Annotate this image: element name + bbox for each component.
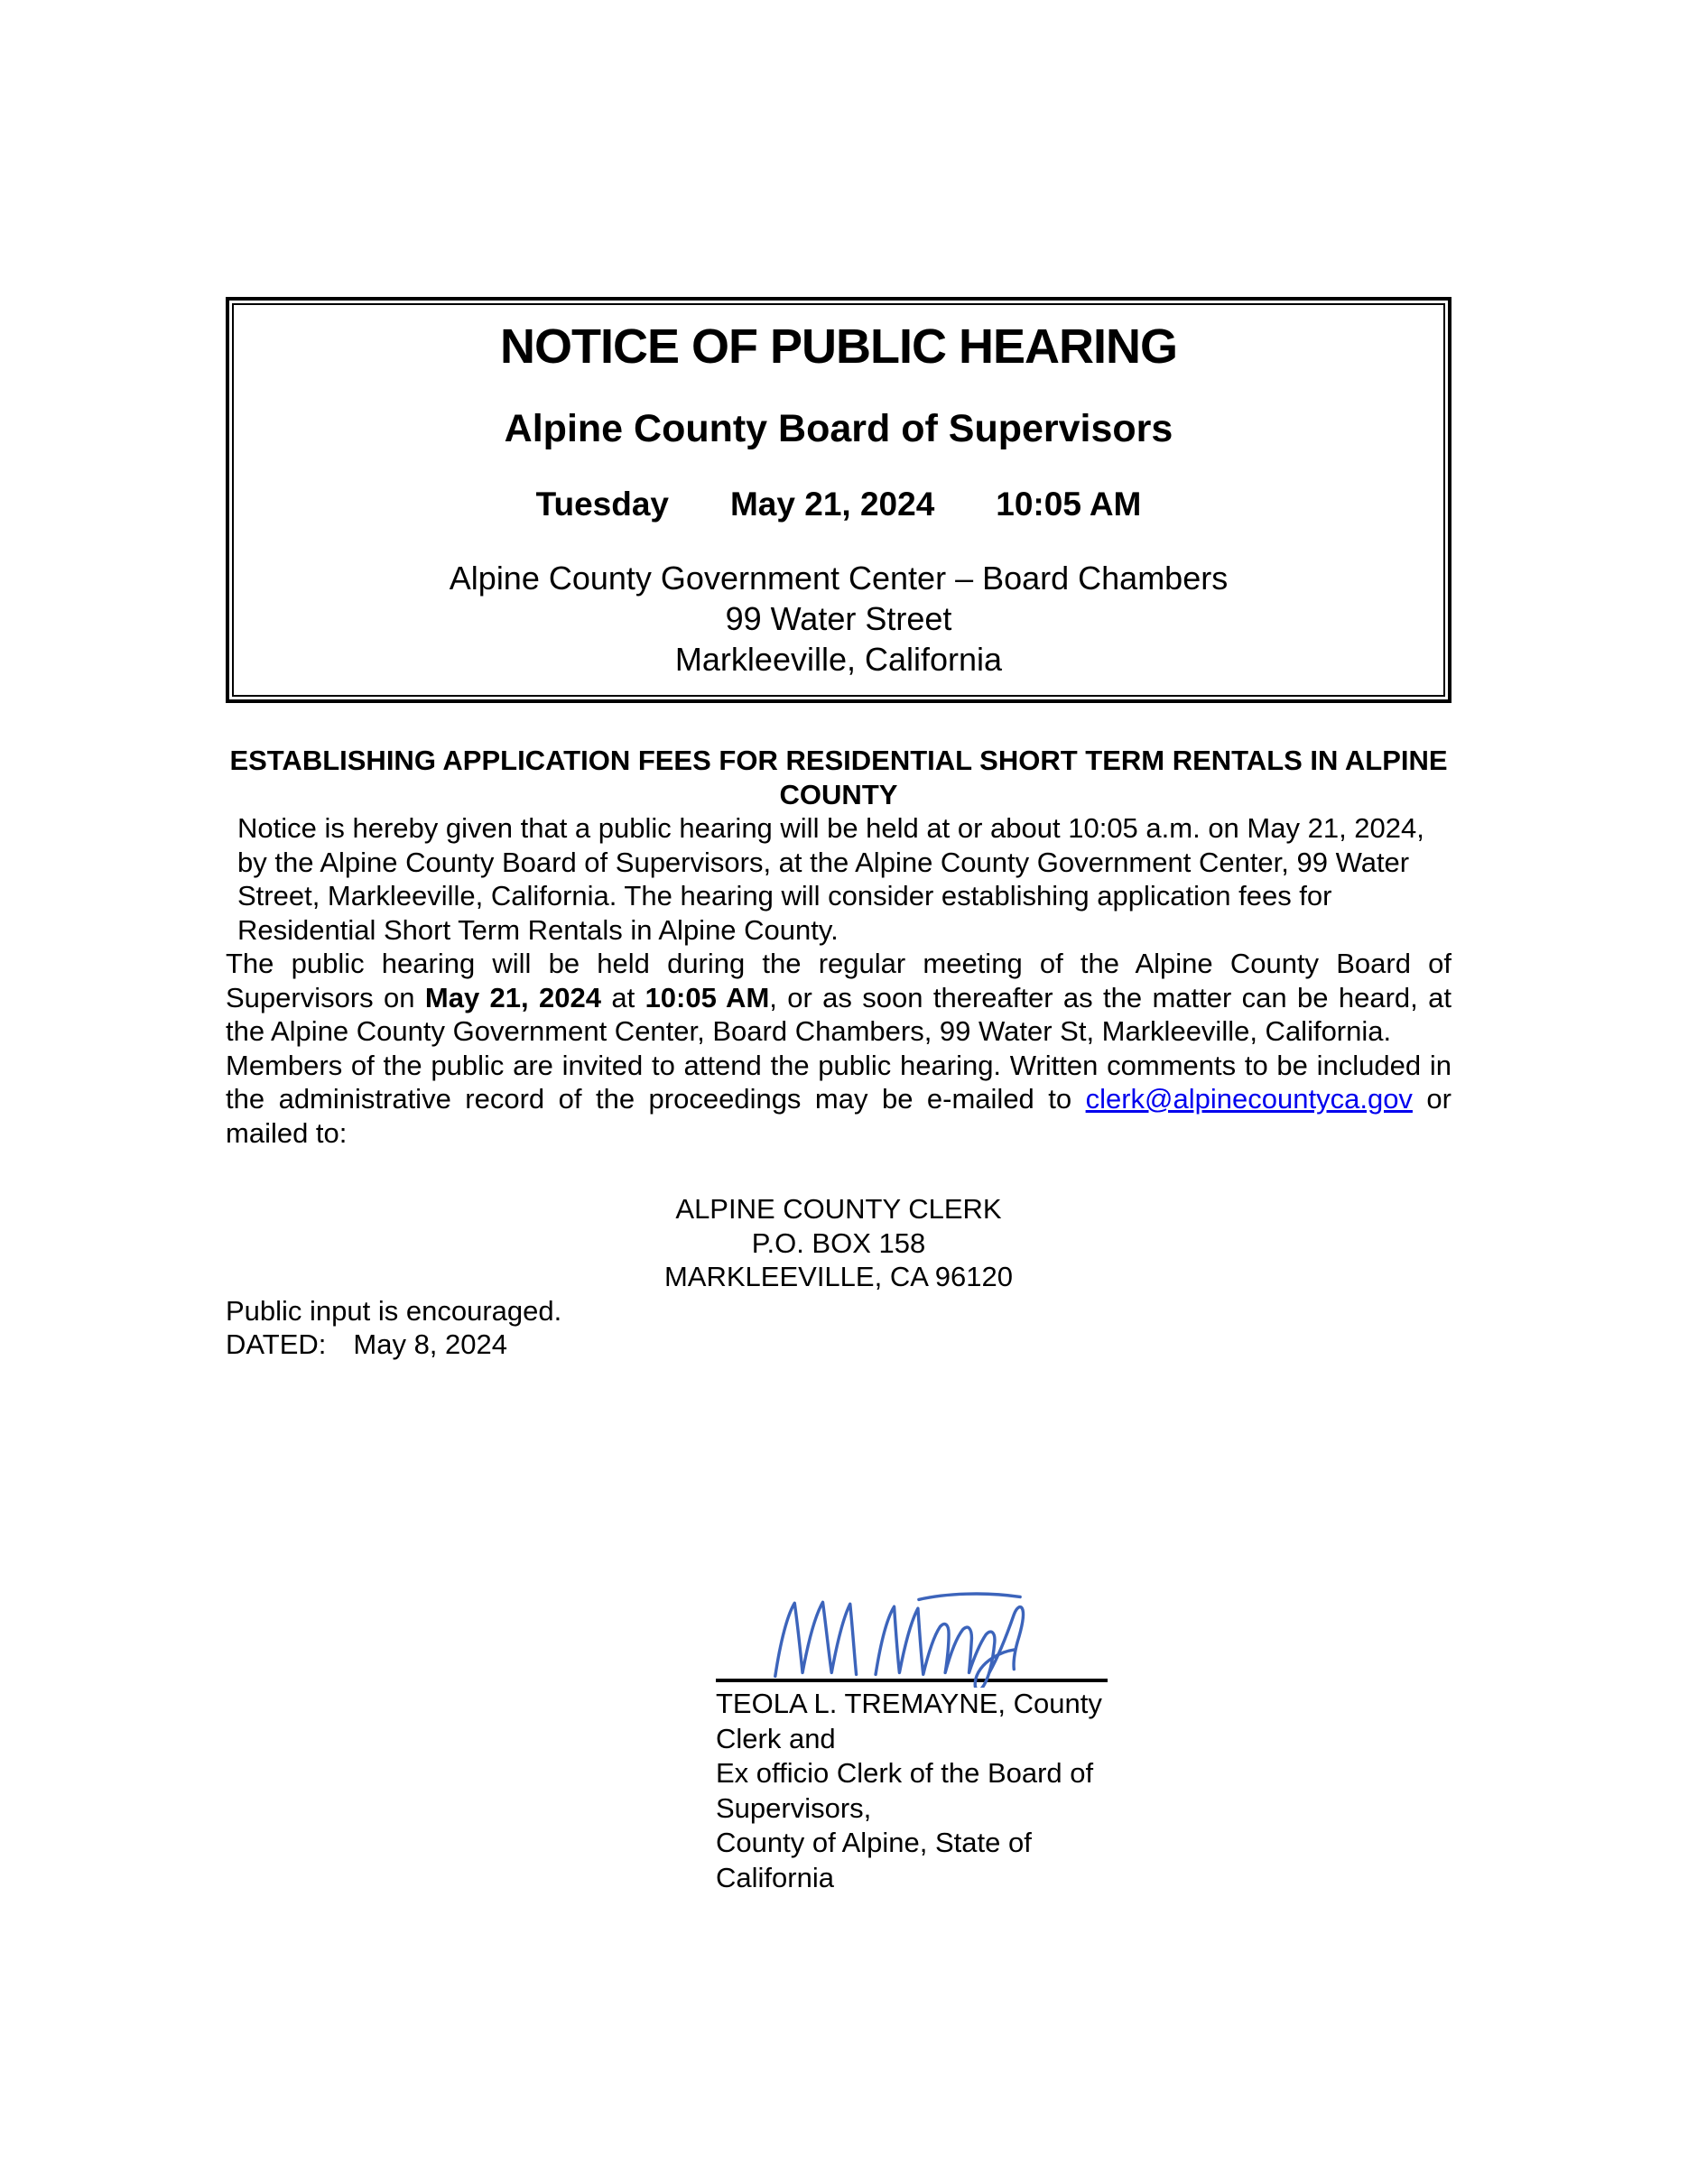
signature-top-stroke: [919, 1594, 1020, 1599]
paragraph-hearing-details: [226, 947, 1451, 1049]
handwritten-signature-image: [761, 1578, 1068, 1688]
signature-stroke: [775, 1602, 857, 1676]
notice-header-box-inner: [232, 303, 1445, 697]
location-line: Alpine County Government Center – Board Chambers: [449, 560, 1229, 597]
signature-block: [716, 1578, 1113, 1895]
mailing-address-line: ALPINE COUNTY CLERK: [675, 1193, 1002, 1225]
dated-label: DATED:: [226, 1328, 327, 1360]
signatory-title-line: Ex officio Clerk of the Board of Supervisors,: [716, 1757, 1094, 1824]
signature-line: [716, 1679, 1108, 1682]
mailing-address-line: P.O. BOX 158: [751, 1226, 926, 1259]
signature-stroke: [876, 1606, 1014, 1688]
notice-header-box: [226, 297, 1451, 703]
board-subtitle: Alpine County Board of Supervisors: [504, 407, 1173, 450]
public-input-note: Public input is encouraged.: [226, 1294, 562, 1327]
signatory-jurisdiction-line: County of Alpine, State of California: [716, 1827, 1032, 1893]
hearing-date: May 21, 2024: [729, 486, 935, 523]
mailing-address-line: MARKLEEVILLE, CA 96120: [663, 1261, 1013, 1292]
email-link[interactable]: clerk@alpinecountyca.gov: [1085, 1083, 1413, 1115]
location-line: 99 Water Street: [725, 600, 952, 637]
dated-line: [226, 1328, 1451, 1362]
dated-value: May 8, 2024: [353, 1328, 507, 1360]
subject-heading: ESTABLISHING APPLICATION FEES FOR RESIDENTIAL SHORT TERM RENTALS IN ALPINE COUNTY: [229, 745, 1448, 810]
page-title: NOTICE OF PUBLIC HEARING: [499, 319, 1177, 374]
mailing-address: [226, 1192, 1451, 1294]
hearing-location: [241, 558, 1436, 680]
hearing-text-segment: , or as soon thereafter as the matter can be heard, at the Alpine County Government Center, Board Chambers, 99 Water St, Markleeville, California.: [226, 981, 1451, 1047]
location-line: Markleeville, California: [674, 641, 1003, 678]
paragraph-written-comments: [226, 1049, 1451, 1151]
paragraph-notice: Notice is hereby given that a public hearing will be held at or about 10:05 a.m. on May 21, 2024, by the Alpine County Board of Supervisors, at the Alpine County Government Center, 99 Water Street, Markleeville, California. The hearing will consider establishing application fees for Residential Short Term Rentals in Alpine County.: [237, 812, 1424, 946]
notice-document: [226, 297, 1451, 1893]
comments-text-segment: or mailed to:: [226, 1083, 1451, 1149]
signatory-name-line: TEOLA L. TREMAYNE, County Clerk and: [716, 1688, 1102, 1754]
hearing-text-segment: The public hearing will be held during the regular meeting of the Alpine County Board of Supervisors on: [226, 948, 1451, 1013]
hearing-time: 10:05 AM: [996, 486, 1142, 523]
hearing-text-segment: at: [600, 981, 645, 1013]
hearing-schedule: [241, 486, 1436, 523]
hearing-date-bold: May 21, 2024: [424, 981, 601, 1013]
comments-text-segment: Members of the public are invited to attend the public hearing. Written comments to be included in the administrative record of the proceedings may be e-mailed to: [226, 1049, 1451, 1115]
signatory-identification: [716, 1687, 1113, 1895]
hearing-day: Tuesday: [535, 486, 669, 523]
hearing-time-bold: 10:05 AM: [645, 981, 770, 1013]
